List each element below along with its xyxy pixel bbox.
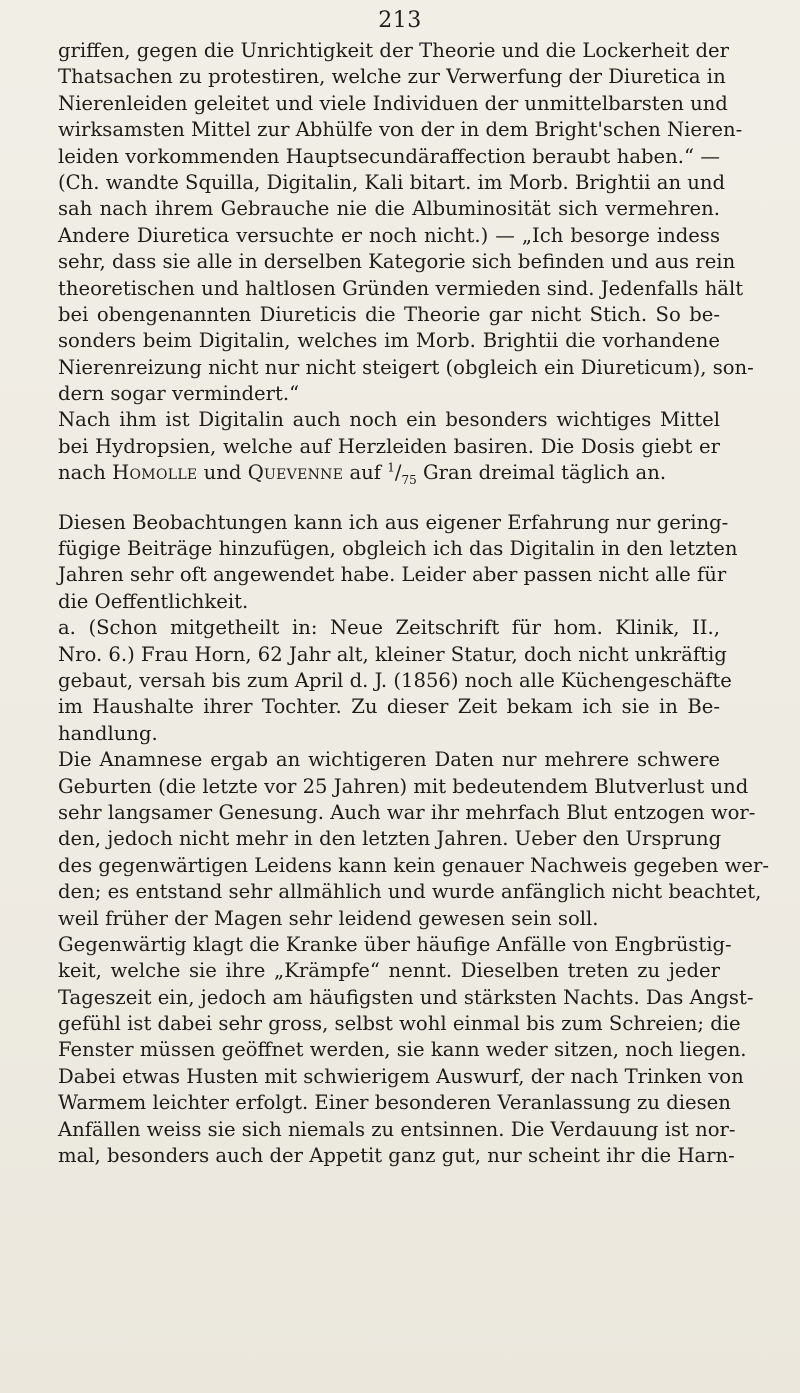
text-line: keit, welche sie ihre „Krämpfe“ nennt. Dieselben treten zu jeder xyxy=(58,959,720,983)
paragraph-1 xyxy=(58,38,754,407)
text-line: Nach ihm ist Digitalin auch noch ein besonders wichtiges Mittel xyxy=(58,408,720,432)
text-line: mal, besonders auch der Appetit ganz gut, nur scheint ihr die Harn- xyxy=(58,1144,735,1168)
text-line: Gegenwärtig klagt die Kranke über häufige Anfälle von Engbrüstig- xyxy=(58,932,732,956)
text-line: des gegenwärtigen Leidens kann kein genauer Nachweis gegeben wer- xyxy=(58,853,769,877)
text-line: leiden vorkommenden Hauptsecundäraffection beraubt haben.“ — xyxy=(58,144,720,168)
text-line: theoretischen und haltlosen Gründen vermieden sind. Jedenfalls hält xyxy=(58,276,744,300)
paragraph-2 xyxy=(58,407,720,486)
paragraph-6 xyxy=(58,932,754,1170)
text-line: griffen, gegen die Unrichtigkeit der Theorie und die Lockerheit der xyxy=(58,39,730,62)
body-text xyxy=(58,38,769,1169)
text-line: Fenster müssen geöffnet werden, sie kann weder sitzen, noch liegen. xyxy=(58,1038,747,1062)
text-line: Jahren sehr oft angewendet habe. Leider aber passen nicht alle für xyxy=(58,563,727,587)
paragraph-gap xyxy=(58,487,720,510)
text-line: (Ch. wandte Squilla, Digitalin, Kali bitart. im Morb. Brightii an und xyxy=(58,170,726,194)
text-line: die Oeffentlichkeit. xyxy=(58,589,249,613)
paragraph-5 xyxy=(58,747,769,932)
text-line: gebaut, versah bis zum April d. J. (1856) noch alle Küchengeschäfte xyxy=(58,668,732,692)
text-line: Nierenleiden geleitet und viele Individuen der unmittelbarsten und xyxy=(58,91,728,115)
paragraph-2-last-line: nach Homolle und Quevenne auf $^1/_{75}$ Gran dreimal täglich an. xyxy=(58,460,667,488)
text-line: gefühl ist dabei sehr gross, selbst wohl einmal bis zum Schreien; die xyxy=(58,1012,741,1036)
text-line: bei obengenannten Diureticis die Theorie gar nicht Stich. So be- xyxy=(58,302,720,326)
text-line: sehr, dass sie alle in derselben Kategorie sich befinden und aus rein xyxy=(58,250,736,274)
text-line: sehr langsamer Genesung. Auch war ihr mehrfach Blut entzogen wor- xyxy=(58,800,756,824)
paragraph-3 xyxy=(58,510,738,616)
text-line: Anfällen weiss sie sich niemals zu entsinnen. Die Verdauung ist nor- xyxy=(58,1117,736,1141)
page-number: 213 xyxy=(378,8,422,33)
text-line: Geburten (die letzte vor 25 Jahren) mit bedeutendem Blutverlust und xyxy=(58,774,749,798)
text-line: sah nach ihrem Gebrauche nie die Albuminosität sich vermehren. xyxy=(58,197,720,221)
text-line: im Haushalte ihrer Tochter. Zu dieser Zeit bekam ich sie in Be- xyxy=(58,695,720,719)
text-line: Warmem leichter erfolgt. Einer besonderen Veranlassung zu diesen xyxy=(58,1091,731,1115)
text-line: den; es entstand sehr allmählich und wurde anfänglich nicht beachtet, xyxy=(58,880,762,904)
text-line: Dabei etwas Husten mit schwierigem Auswurf, der nach Trinken von xyxy=(58,1064,744,1088)
text-line: fügige Beiträge hinzufügen, obgleich ich das Digitalin in den letzten xyxy=(58,537,738,561)
text-line: Thatsachen zu protestiren, welche zur Verwerfung der Diuretica in xyxy=(58,65,726,89)
text-line: sonders beim Digitalin, welches im Morb. Brightii die vorhandene xyxy=(58,329,720,353)
text-line: dern sogar vermindert.“ xyxy=(58,382,300,406)
text-line: wirksamsten Mittel zur Abhülfe von der in dem Bright'schen Nieren- xyxy=(58,118,743,142)
text-line: a. (Schon mitgetheilt in: Neue Zeitschrift für hom. Klinik, II., xyxy=(58,616,720,640)
text-line: Die Anamnese ergab an wichtigeren Daten nur mehrere schwere xyxy=(58,748,720,772)
text-line: Tageszeit ein, jedoch am häufigsten und stärksten Nachts. Das Angst- xyxy=(58,985,754,1009)
text-line: Nro. 6.) Frau Horn, 62 Jahr alt, kleiner Statur, doch nicht unkräftig xyxy=(58,642,727,666)
text-line: den, jedoch nicht mehr in den letzten Jahren. Ueber den Ursprung xyxy=(58,827,722,851)
text-line: Diesen Beobachtungen kann ich aus eigener Erfahrung nur gering- xyxy=(58,510,729,534)
author-homolle: Homolle xyxy=(112,461,198,485)
dose-fraction: $^1/_{75}$ xyxy=(387,460,417,488)
text-line: Nierenreizung nicht nur nicht steigert (obgleich ein Diureticum), son- xyxy=(58,355,754,379)
text-line: weil früher der Magen sehr leidend gewesen sein soll. xyxy=(58,906,599,930)
text-line: bei Hydropsien, welche auf Herzleiden basiren. Die Dosis giebt er xyxy=(58,434,720,458)
text-line: Andere Diuretica versuchte er noch nicht.) — „Ich besorge indess xyxy=(58,223,720,247)
author-quevenne: Quevenne xyxy=(247,461,344,485)
text-line: handlung. xyxy=(58,721,158,745)
paragraph-4 xyxy=(58,615,732,747)
